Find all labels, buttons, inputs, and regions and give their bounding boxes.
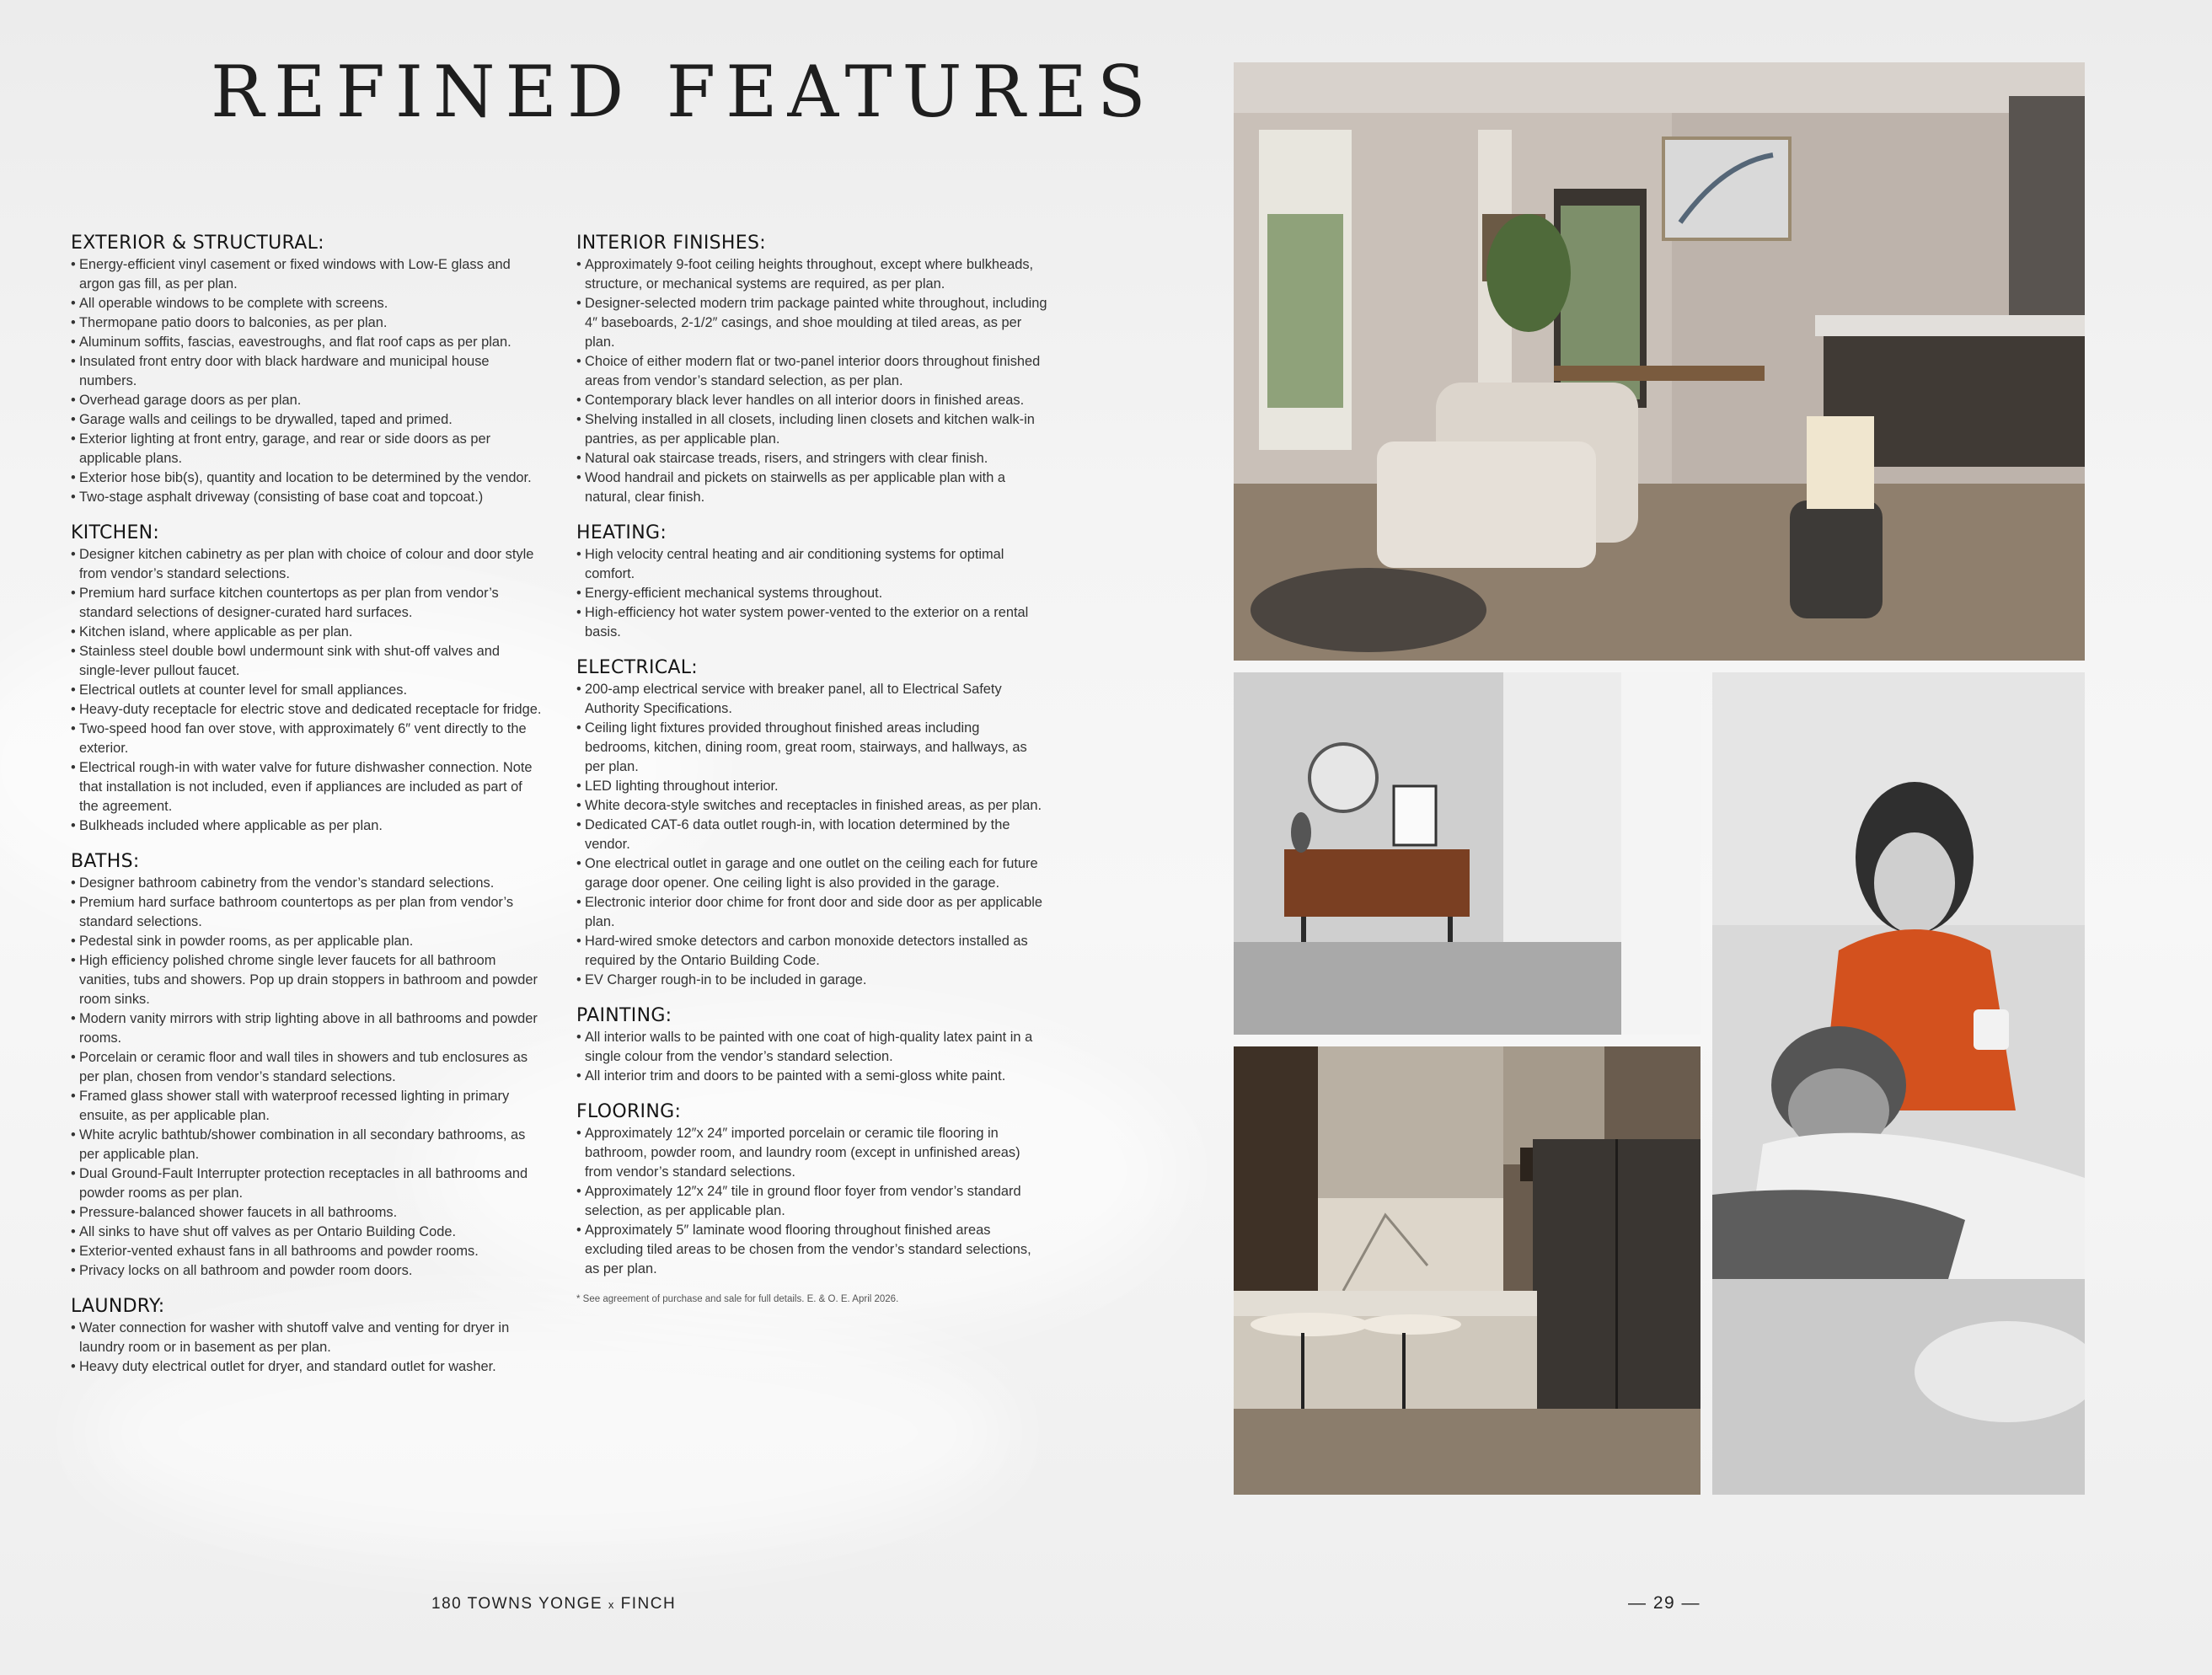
list-item: • Porcelain or ceramic floor and wall tiles in showers and tub enclosures as per plan, chosen from vendor’s standard selections.	[71, 1048, 543, 1087]
page-number: — 29 —	[1628, 1593, 1701, 1613]
photo-kitchen	[1234, 1046, 1701, 1495]
list-item: • Approximately 12″x 24″ imported porcelain or ceramic tile flooring in bathroom, powder room, and laundry room (except in unfinished areas) from vendor’s standard selections.	[576, 1124, 1048, 1182]
list-item: • Electronic interior door chime for front door and side door as per applicable plan.	[576, 893, 1048, 932]
list-item: • White decora-style switches and receptacles in finished areas, as per plan.	[576, 796, 1048, 816]
list-item: • Bulkheads included where applicable as per plan.	[71, 816, 543, 836]
list-item: • Designer-selected modern trim package painted white throughout, including 4″ baseboards, 2-1/2″ casings, and shoe moulding at tiled areas, as per plan.	[576, 294, 1048, 352]
section-heading: PAINTING:	[576, 1005, 672, 1026]
list-item: • Modern vanity mirrors with strip lighting above in all bathrooms and powder rooms.	[71, 1009, 543, 1048]
list-item: • Garage walls and ceilings to be drywalled, taped and primed.	[71, 410, 543, 430]
list-item: • Designer bathroom cabinetry from the vendor’s standard selections.	[71, 874, 543, 893]
list-item: • Designer kitchen cabinetry as per plan with choice of colour and door style from vendor’s standard selections.	[71, 545, 543, 584]
list-item: • Pressure-balanced shower faucets in all bathrooms.	[71, 1203, 543, 1223]
list-item: • Contemporary black lever handles on all interior doors in finished areas.	[576, 391, 1048, 410]
list-item: • Ceiling light fixtures provided throughout finished areas including bedrooms, kitchen, dining room, great room, stairways, and hallways, as per plan.	[576, 719, 1048, 777]
feature-list	[71, 874, 543, 1281]
footnote: * See agreement of purchase and sale for full details. E. & O. E. April 2026.	[576, 1294, 899, 1304]
list-item: • High-efficiency hot water system power-vented to the exterior on a rental basis.	[576, 603, 1048, 642]
list-item: • Wood handrail and pickets on stairwells as per applicable plan with a natural, clear finish.	[576, 468, 1048, 507]
list-item: • Two-speed hood fan over stove, with approximately 6″ vent directly to the exterior.	[71, 720, 543, 758]
list-item: • Choice of either modern flat or two-panel interior doors throughout finished areas from vendor’s standard selection, as per plan.	[576, 352, 1048, 391]
list-item: • Hard-wired smoke detectors and carbon monoxide detectors installed as required by the Ontario Building Code.	[576, 932, 1048, 971]
list-item: • Aluminum soffits, fascias, eavestroughs, and flat roof caps as per plan.	[71, 333, 543, 352]
list-item: • Premium hard surface bathroom countertops as per plan from vendor’s standard selections.	[71, 893, 543, 932]
section-heading: ELECTRICAL:	[576, 657, 699, 678]
list-item: • Dual Ground-Fault Interrupter protection receptacles in all bathrooms and powder rooms as per plan.	[71, 1164, 543, 1203]
section-baths	[71, 851, 543, 1281]
list-item: • Energy-efficient vinyl casement or fixed windows with Low-E glass and argon gas fill, as per plan.	[71, 255, 543, 294]
list-item: • Framed glass shower stall with waterproof recessed lighting in primary ensuite, as per applicable plan.	[71, 1087, 543, 1126]
footer-part: 180 TOWNS YONGE	[431, 1595, 603, 1613]
footer-part: FINCH	[620, 1595, 677, 1613]
list-item: • Heavy-duty receptacle for electric stove and dedicated receptacle for fridge.	[71, 700, 543, 720]
list-item: • High velocity central heating and air conditioning systems for optimal comfort.	[576, 545, 1048, 584]
list-item: • Electrical rough-in with water valve for future dishwasher connection. Note that installation is not included, even if appliances are included as part of the agreement.	[71, 758, 543, 816]
list-item: • EV Charger rough-in to be included in garage.	[576, 971, 1048, 990]
photo-hallway	[1234, 672, 1701, 1035]
section-painting	[576, 1005, 1048, 1086]
list-item: • All operable windows to be complete with screens.	[71, 294, 543, 313]
list-item: • Approximately 12″x 24″ tile in ground floor foyer from vendor’s standard selection, as per applicable plan.	[576, 1182, 1048, 1221]
list-item: • Exterior hose bib(s), quantity and location to be determined by the vendor.	[71, 468, 543, 488]
list-item: • Kitchen island, where applicable as per plan.	[71, 623, 543, 642]
list-item: • All interior trim and doors to be painted with a semi-gloss white paint.	[576, 1067, 1048, 1086]
section-kitchen	[71, 522, 543, 836]
list-item: • All sinks to have shut off valves as per Ontario Building Code.	[71, 1223, 543, 1242]
list-item: • Energy-efficient mechanical systems throughout.	[576, 584, 1048, 603]
list-item: • LED lighting throughout interior.	[576, 777, 1048, 796]
list-item: • Two-stage asphalt driveway (consisting of base coat and topcoat.)	[71, 488, 543, 507]
section-heading: EXTERIOR & STRUCTURAL:	[71, 233, 324, 254]
section-flooring	[576, 1101, 1048, 1279]
feature-list	[71, 1319, 543, 1377]
features-column-left	[71, 233, 543, 1392]
feature-list	[71, 255, 543, 507]
photo-couple	[1712, 672, 2085, 1495]
section-interior-finishes	[576, 233, 1048, 507]
list-item: • Exterior-vented exhaust fans in all bathrooms and powder rooms.	[71, 1242, 543, 1261]
list-item: • High efficiency polished chrome single lever faucets for all bathroom vanities, tubs and showers. Pop up drain stoppers in bathroom and powder room sinks.	[71, 951, 543, 1009]
section-heading: HEATING:	[576, 522, 667, 543]
footer-project-name	[431, 1595, 676, 1613]
list-item: • Heavy duty electrical outlet for dryer, and standard outlet for washer.	[71, 1357, 543, 1377]
section-electrical	[576, 657, 1048, 990]
feature-list	[576, 545, 1048, 642]
section-heading: INTERIOR FINISHES:	[576, 233, 766, 254]
list-item: • Premium hard surface kitchen countertops as per plan from vendor’s standard selections of designer-curated hard surfaces.	[71, 584, 543, 623]
list-item: • 200-amp electrical service with breaker panel, all to Electrical Safety Authority Specifications.	[576, 680, 1048, 719]
feature-list	[576, 1124, 1048, 1279]
list-item: • Overhead garage doors as per plan.	[71, 391, 543, 410]
list-item: • One electrical outlet in garage and one outlet on the ceiling each for future garage door opener. One ceiling light is also provided in the garage.	[576, 854, 1048, 893]
list-item: • Approximately 9-foot ceiling heights throughout, except where bulkheads, structure, or mechanical systems are required, as per plan.	[576, 255, 1048, 294]
page-title: REFINED FEATURES	[211, 51, 1156, 133]
feature-list	[576, 680, 1048, 990]
feature-list	[576, 1028, 1048, 1086]
footer-separator: x	[608, 1598, 615, 1611]
section-heading: BATHS:	[71, 851, 140, 872]
list-item: • White acrylic bathtub/shower combination in all secondary bathrooms, as per applicable plan.	[71, 1126, 543, 1164]
section-heading: FLOORING:	[576, 1101, 682, 1122]
list-item: • All interior walls to be painted with one coat of high-quality latex paint in a single colour from the vendor’s standard selection.	[576, 1028, 1048, 1067]
list-item: • Approximately 5″ laminate wood flooring throughout finished areas excluding tiled areas to be chosen from the vendor’s standard selections, as per plan.	[576, 1221, 1048, 1279]
list-item: • Pedestal sink in powder rooms, as per applicable plan.	[71, 932, 543, 951]
features-column-right	[576, 233, 1048, 1304]
section-heating	[576, 522, 1048, 642]
list-item: • Natural oak staircase treads, risers, and stringers with clear finish.	[576, 449, 1048, 468]
list-item: • Stainless steel double bowl undermount sink with shut-off valves and single-lever pullout faucet.	[71, 642, 543, 681]
photo-living-kitchen	[1234, 62, 2085, 661]
section-heading: LAUNDRY:	[71, 1296, 165, 1317]
section-laundry	[71, 1296, 543, 1377]
list-item: • Dedicated CAT-6 data outlet rough-in, with location determined by the vendor.	[576, 816, 1048, 854]
section-heading: KITCHEN:	[71, 522, 160, 543]
list-item: • Privacy locks on all bathroom and powder room doors.	[71, 1261, 543, 1281]
list-item: • Electrical outlets at counter level for small appliances.	[71, 681, 543, 700]
list-item: • Shelving installed in all closets, including linen closets and kitchen walk-in pantries, as per applicable plan.	[576, 410, 1048, 449]
list-item: • Water connection for washer with shutoff valve and venting for dryer in laundry room or in basement as per plan.	[71, 1319, 543, 1357]
list-item: • Exterior lighting at front entry, garage, and rear or side doors as per applicable plans.	[71, 430, 543, 468]
list-item: • Thermopane patio doors to balconies, as per plan.	[71, 313, 543, 333]
feature-list	[71, 545, 543, 836]
section-exterior	[71, 233, 543, 507]
list-item: • Insulated front entry door with black hardware and municipal house numbers.	[71, 352, 543, 391]
feature-list	[576, 255, 1048, 507]
